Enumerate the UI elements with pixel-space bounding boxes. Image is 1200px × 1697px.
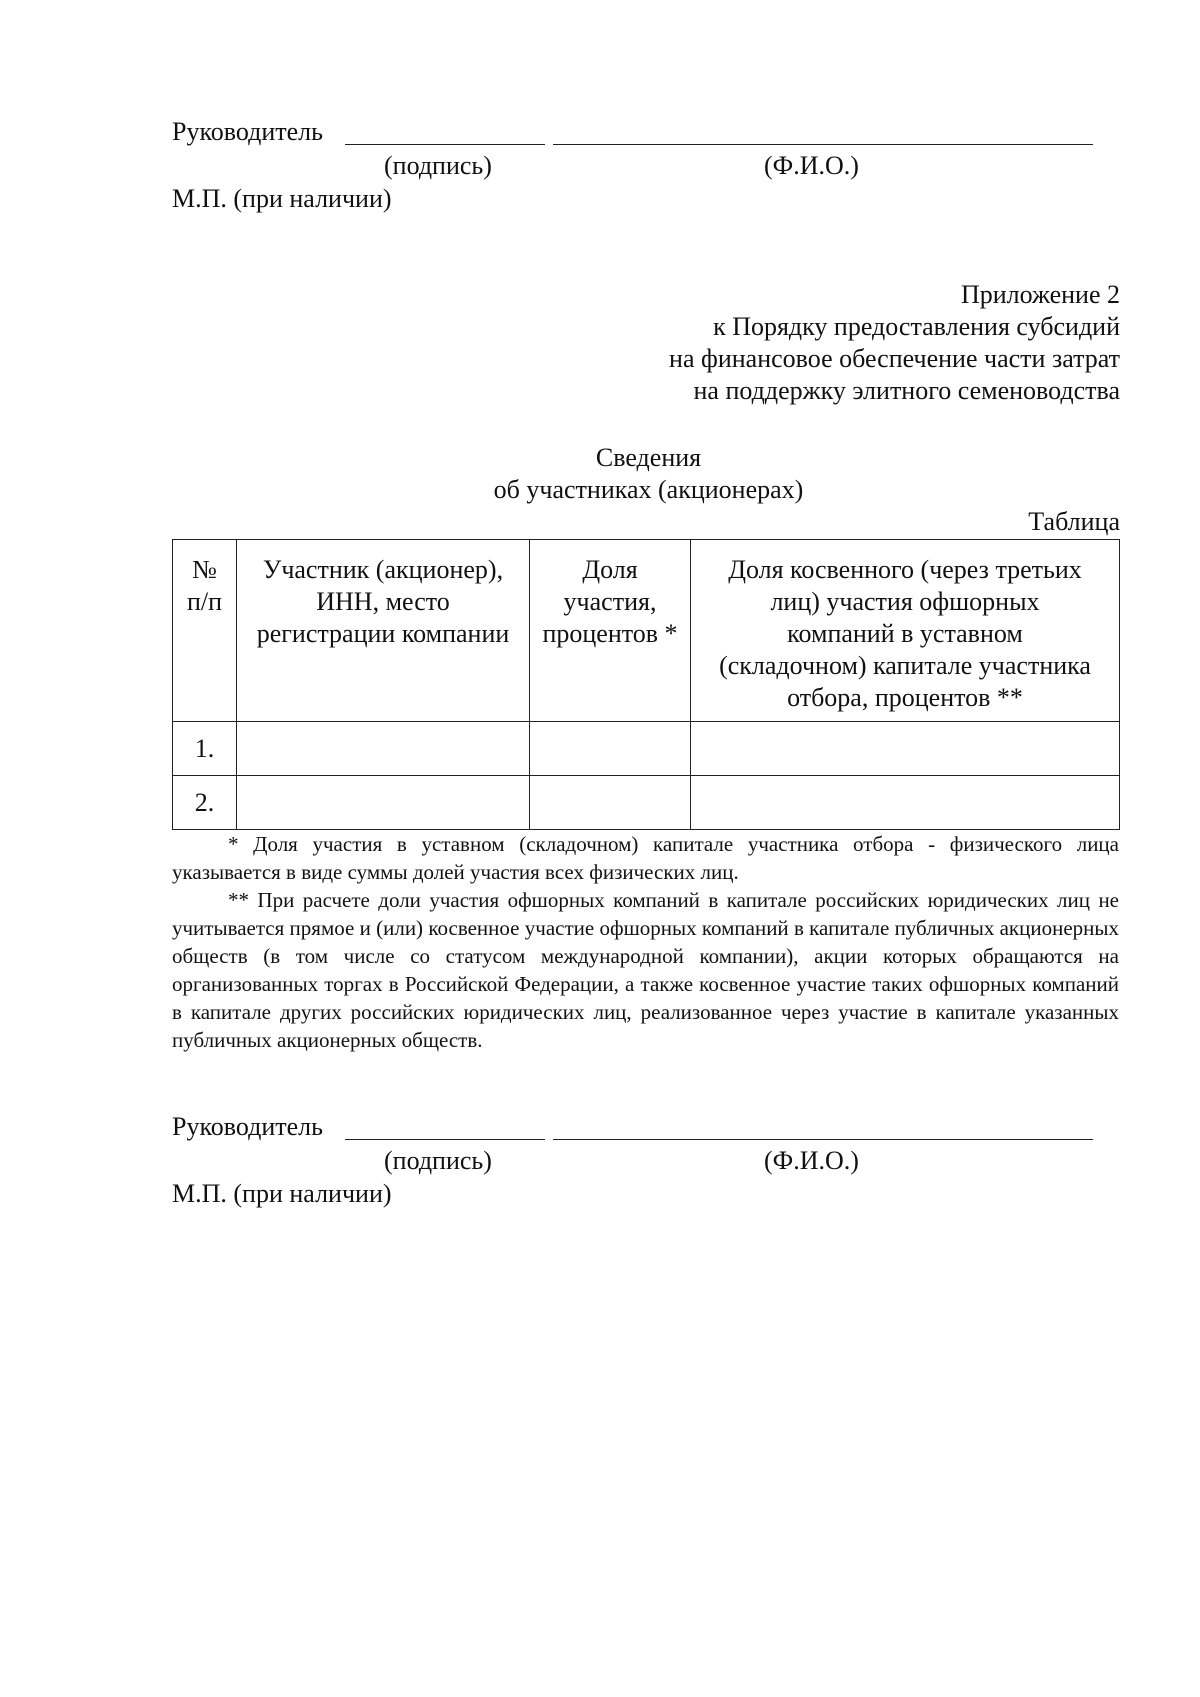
signature-top-signature-caption: (подпись) bbox=[384, 151, 492, 180]
signature-top-role: Руководитель bbox=[172, 117, 323, 146]
participant-cell[interactable] bbox=[237, 722, 530, 776]
indirect-share-cell[interactable] bbox=[691, 776, 1120, 830]
header-number: № п/п bbox=[173, 540, 237, 722]
appendix-line-4: на поддержку элитного семеноводства bbox=[693, 376, 1120, 405]
appendix-line-2: к Порядку предоставления субсидий bbox=[713, 312, 1120, 341]
signature-top-name-line bbox=[553, 144, 1093, 145]
signature-top-stamp: М.П. (при наличии) bbox=[172, 184, 392, 213]
footnote-2: ** При расчете доли участия офшорных компаний в капитале российских юридических лиц не учитывается прямое и (или) косвенное участие офшорных компаний в капитале публичных акционерных обществ (в том числе со статусом международной компании), акции которых обращаются на организованных торгах в Российской Федерации, а также косвенное участие таких офшорных компаний в капитале других российских юридических лиц, реализованное через участие в капитале указанных публичных акционерных обществ. bbox=[172, 888, 1119, 1052]
indirect-share-cell[interactable] bbox=[691, 722, 1120, 776]
table-row bbox=[173, 776, 1120, 830]
signature-bottom-role: Руководитель bbox=[172, 1112, 323, 1141]
row-number: 1. bbox=[173, 722, 237, 776]
table-header-row bbox=[173, 540, 1120, 722]
header-indirect-share: Доля косвенного (через третьих лиц) участия офшорных компаний в уставном (складочном) капитале участника отбора, процентов ** bbox=[691, 540, 1120, 722]
document-subtitle: об участниках (акционерах) bbox=[493, 475, 804, 504]
participants-table bbox=[172, 539, 1120, 830]
signature-top-signature-line bbox=[345, 144, 545, 145]
header-participant: Участник (акционер), ИНН, место регистрации компании bbox=[237, 540, 530, 722]
share-cell[interactable] bbox=[530, 776, 691, 830]
footnotes bbox=[172, 830, 1119, 1054]
table-row bbox=[173, 722, 1120, 776]
appendix-reference bbox=[669, 279, 1120, 407]
signature-bottom-signature-line bbox=[345, 1139, 545, 1140]
signature-top-name-caption: (Ф.И.О.) bbox=[764, 151, 859, 180]
header-share: Доля участия, процентов * bbox=[530, 540, 691, 722]
signature-bottom-signature-caption: (подпись) bbox=[384, 1146, 492, 1175]
signature-bottom-name-caption: (Ф.И.О.) bbox=[764, 1146, 859, 1175]
appendix-line-3: на финансовое обеспечение части затрат bbox=[669, 344, 1120, 373]
participant-cell[interactable] bbox=[237, 776, 530, 830]
document-title: Сведения bbox=[595, 443, 702, 472]
signature-bottom-stamp: М.П. (при наличии) bbox=[172, 1179, 392, 1208]
signature-bottom-name-line bbox=[553, 1139, 1093, 1140]
appendix-line-1: Приложение 2 bbox=[960, 280, 1120, 309]
share-cell[interactable] bbox=[530, 722, 691, 776]
row-number: 2. bbox=[173, 776, 237, 830]
footnote-1: * Доля участия в уставном (складочном) капитале участника отбора - физического лица указывается в виде суммы долей участия всех физических лиц. bbox=[172, 832, 1119, 884]
table-label: Таблица bbox=[1028, 507, 1120, 536]
